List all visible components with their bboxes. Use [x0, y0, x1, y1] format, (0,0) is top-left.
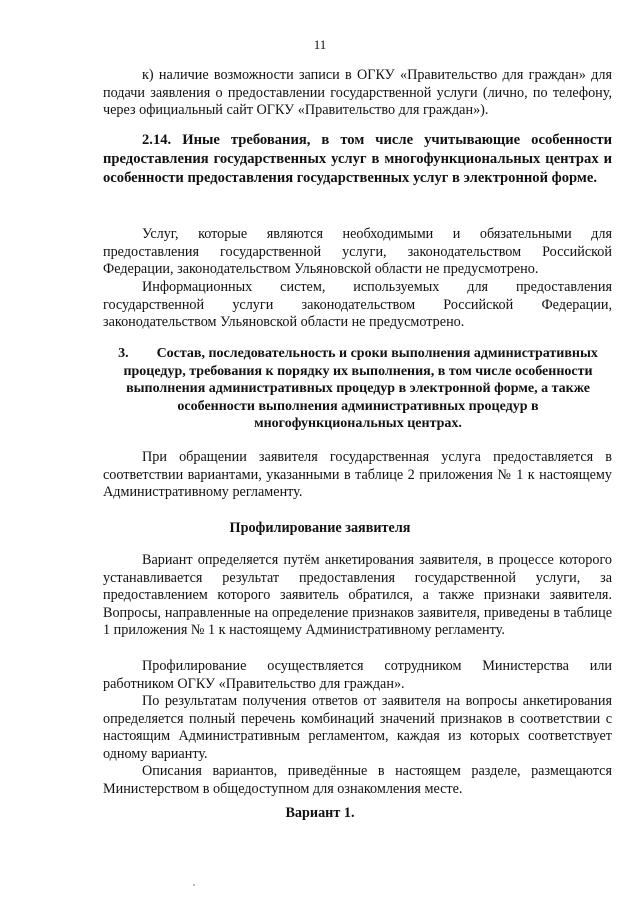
- section-3-number: 3.: [118, 346, 129, 361]
- section-3-heading: [104, 345, 612, 433]
- scan-speck: [193, 884, 195, 886]
- profiling-paragraph-1: Вариант определяется путём анкетирования заявителя, в процессе которого устанавливается результат предоставления государственной услуги, за предоставлением которого заявитель обратился, а также признаки заявителя. Вопросы, направленные на определение признаков заявителя, приведены в таблице 1 приложения № 1 к настоящему Административному регламенту.: [103, 552, 612, 638]
- page-number: 11: [313, 37, 327, 52]
- profiling-paragraph-2: Профилирование осуществляется сотрудником Министерства или работником ОГКУ «Правительство для граждан».: [103, 658, 612, 692]
- variant-1-heading: Вариант 1.: [285, 805, 355, 821]
- variants-paragraph: При обращении заявителя государственная услуга предоставляется в соответствии вариантами, указанными в таблице 2 приложения № 1 к настоящему Административному регламенту.: [103, 449, 612, 500]
- services-paragraph: Услуг, которые являются необходимыми и обязательными для предоставления государственной услуги, законодательством Российской Федерации, законодательством Ульяновской области не предусмотрено.: [103, 226, 612, 277]
- item-k-paragraph: к) наличие возможности записи в ОГКУ «Правительство для граждан» для подачи заявления о предоставлении государственной услуги (лично, по телефону, через официальный сайт ОГКУ «Правительство для граждан»).: [103, 67, 612, 118]
- profiling-heading: Профилирование заявителя: [229, 520, 411, 536]
- info-systems-paragraph: Информационных систем, используемых для предоставления государственной услуги законодательством Российской Федерации, законодательством Ульяновской области не предусмотрено.: [103, 279, 612, 330]
- profiling-paragraph-4: Описания вариантов, приведённые в настоящем разделе, размещаются Министерством в общедоступном для ознакомления месте.: [103, 763, 612, 797]
- profiling-paragraph-3: По результатам получения ответов от заявителя на вопросы анкетирования определяется полный перечень комбинаций значений признаков в соответствии с настоящим Административным регламентом, каждая из которых соответствует одному варианту.: [103, 693, 612, 762]
- section-2-14-heading: 2.14. Иные требования, в том числе учитывающие особенности предоставления государственных услуг в многофункциональных центрах и особенности предоставления государственных услуг в электронной форме.: [103, 132, 612, 186]
- section-3-title: Состав, последовательность и сроки выполнения административных процедур, требования к порядку их выполнения, в том числе особенности выполнения административных процедур в электронной форме, а также особенности выполнения административных процедур в многофункциональных центрах.: [123, 346, 598, 432]
